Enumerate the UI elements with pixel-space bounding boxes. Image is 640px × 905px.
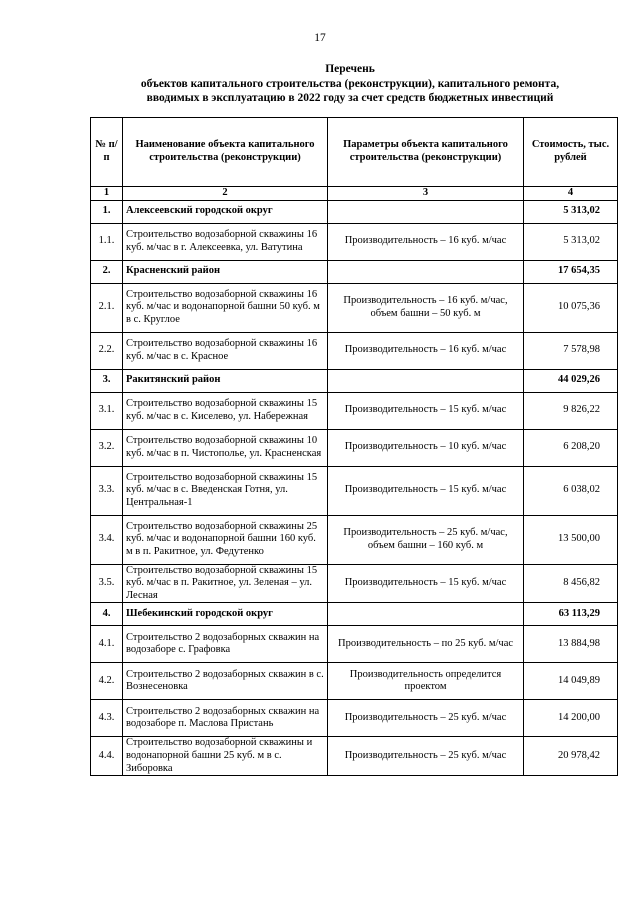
row-cost: 5 313,02	[524, 223, 618, 260]
row-object-params: Производительность – 15 куб. м/час	[328, 564, 524, 603]
row-number: 3.3.	[91, 466, 123, 515]
objects-table	[90, 117, 618, 776]
row-object-params: Производительность – 15 куб. м/час	[328, 466, 524, 515]
row-object-name: Шебекинский городской округ	[123, 603, 328, 626]
row-cost: 6 038,02	[524, 466, 618, 515]
row-cost: 20 978,42	[524, 737, 618, 776]
row-object-params: Производительность – 15 куб. м/час	[328, 392, 524, 429]
row-cost: 44 029,26	[524, 369, 618, 392]
row-object-name: Ракитянский район	[123, 369, 328, 392]
row-object-name: Строительство водозаборной скважины 15 куб. м/час в с. Киселево, ул. Набережная	[123, 392, 328, 429]
row-object-params	[328, 260, 524, 283]
row-number: 3.5.	[91, 564, 123, 603]
header-object-name: Наименование объекта капитального строительства (реконструкции)	[123, 118, 328, 187]
row-cost: 6 208,20	[524, 429, 618, 466]
row-object-params: Производительность – 25 куб. м/час	[328, 700, 524, 737]
table-row	[91, 737, 618, 776]
row-number: 1.	[91, 200, 123, 223]
row-number: 2.	[91, 260, 123, 283]
table-row	[91, 332, 618, 369]
table-row	[91, 223, 618, 260]
document-title: Перечень	[325, 63, 375, 75]
row-number: 4.4.	[91, 737, 123, 776]
header-object-params: Параметры объекта капитального строительства (реконструкции)	[328, 118, 524, 187]
row-object-name: Строительство водозаборной скважины 16 куб. м/час и водонапорной башни 50 куб. м в с. Круглое	[123, 283, 328, 332]
table-row	[91, 663, 618, 700]
row-cost: 63 113,29	[524, 603, 618, 626]
row-object-name: Алексеевский городской округ	[123, 200, 328, 223]
row-object-params	[328, 200, 524, 223]
row-cost: 14 200,00	[524, 700, 618, 737]
header-cost: Стоимость, тыс. рублей	[524, 118, 618, 187]
row-object-params: Производительность определится проектом	[328, 663, 524, 700]
table-row	[91, 283, 618, 332]
table-row	[91, 429, 618, 466]
row-number: 3.2.	[91, 429, 123, 466]
group-row	[91, 603, 618, 626]
row-cost: 14 049,89	[524, 663, 618, 700]
row-object-params: Производительность – по 25 куб. м/час	[328, 626, 524, 663]
row-number: 3.	[91, 369, 123, 392]
table-row	[91, 515, 618, 564]
row-object-name: Строительство водозаборной скважины 16 куб. м/час в г. Алексеевка, ул. Ватутина	[123, 223, 328, 260]
row-cost: 10 075,36	[524, 283, 618, 332]
row-object-params	[328, 369, 524, 392]
document-heading	[60, 62, 640, 106]
row-object-name: Строительство водозаборной скважины 10 куб. м/час в п. Чистополье, ул. Красненская	[123, 429, 328, 466]
row-object-name: Строительство водозаборной скважины 15 куб. м/час в с. Введенская Готня, ул. Центральная-1	[123, 466, 328, 515]
row-object-params: Производительность – 16 куб. м/час	[328, 332, 524, 369]
column-number: 3	[328, 187, 524, 201]
table-header-row	[91, 118, 618, 187]
table-row	[91, 392, 618, 429]
row-number: 3.4.	[91, 515, 123, 564]
row-number: 2.1.	[91, 283, 123, 332]
row-object-params: Производительность – 10 куб. м/час	[328, 429, 524, 466]
table-row	[91, 466, 618, 515]
column-number: 1	[91, 187, 123, 201]
page-number: 17	[314, 32, 326, 44]
row-object-params: Производительность – 25 куб. м/час	[328, 737, 524, 776]
row-object-params: Производительность – 16 куб. м/час, объем башни – 50 куб. м	[328, 283, 524, 332]
row-object-name: Строительство 2 водозаборных скважин в с. Вознесеновка	[123, 663, 328, 700]
row-object-name: Красненский район	[123, 260, 328, 283]
row-number: 4.2.	[91, 663, 123, 700]
table-body	[91, 200, 618, 776]
row-object-name: Строительство 2 водозаборных скважин на водозаборе п. Маслова Пристань	[123, 700, 328, 737]
group-row	[91, 260, 618, 283]
row-number: 3.1.	[91, 392, 123, 429]
table-row	[91, 700, 618, 737]
row-number: 1.1.	[91, 223, 123, 260]
header-number: № п/п	[91, 118, 123, 187]
row-object-params: Производительность – 16 куб. м/час	[328, 223, 524, 260]
row-number: 2.2.	[91, 332, 123, 369]
document-subtitle-line-1: объектов капитального строительства (реконструкции), капитального ремонта,	[140, 77, 560, 90]
row-cost: 8 456,82	[524, 564, 618, 603]
row-object-name: Строительство водозаборной скважины и водонапорной башни 25 куб. м в с. Зиборовка	[123, 737, 328, 776]
column-number: 4	[524, 187, 618, 201]
row-number: 4.3.	[91, 700, 123, 737]
row-cost: 17 654,35	[524, 260, 618, 283]
row-cost: 5 313,02	[524, 200, 618, 223]
group-row	[91, 369, 618, 392]
table-row	[91, 564, 618, 603]
document-subtitle-line-2: вводимых в эксплуатацию в 2022 году за счет средств бюджетных инвестиций	[146, 92, 554, 104]
row-cost: 13 884,98	[524, 626, 618, 663]
table-row	[91, 626, 618, 663]
column-number: 2	[123, 187, 328, 201]
row-object-name: Строительство водозаборной скважины 16 куб. м/час в с. Красное	[123, 332, 328, 369]
column-numbers-row	[91, 187, 618, 201]
row-cost: 9 826,22	[524, 392, 618, 429]
group-row	[91, 200, 618, 223]
row-object-name: Строительство водозаборной скважины 25 куб. м/час и водонапорной башни 160 куб. м в п. Ракитное, ул. Федутенко	[123, 515, 328, 564]
row-object-params: Производительность – 25 куб. м/час, объем башни – 160 куб. м	[328, 515, 524, 564]
row-cost: 7 578,98	[524, 332, 618, 369]
row-object-name: Строительство водозаборной скважины 15 куб. м/час в п. Ракитное, ул. Зеленая – ул. Лесная	[123, 564, 328, 603]
row-number: 4.1.	[91, 626, 123, 663]
row-object-name: Строительство 2 водозаборных скважин на водозаборе с. Графовка	[123, 626, 328, 663]
row-number: 4.	[91, 603, 123, 626]
row-cost: 13 500,00	[524, 515, 618, 564]
row-object-params	[328, 603, 524, 626]
